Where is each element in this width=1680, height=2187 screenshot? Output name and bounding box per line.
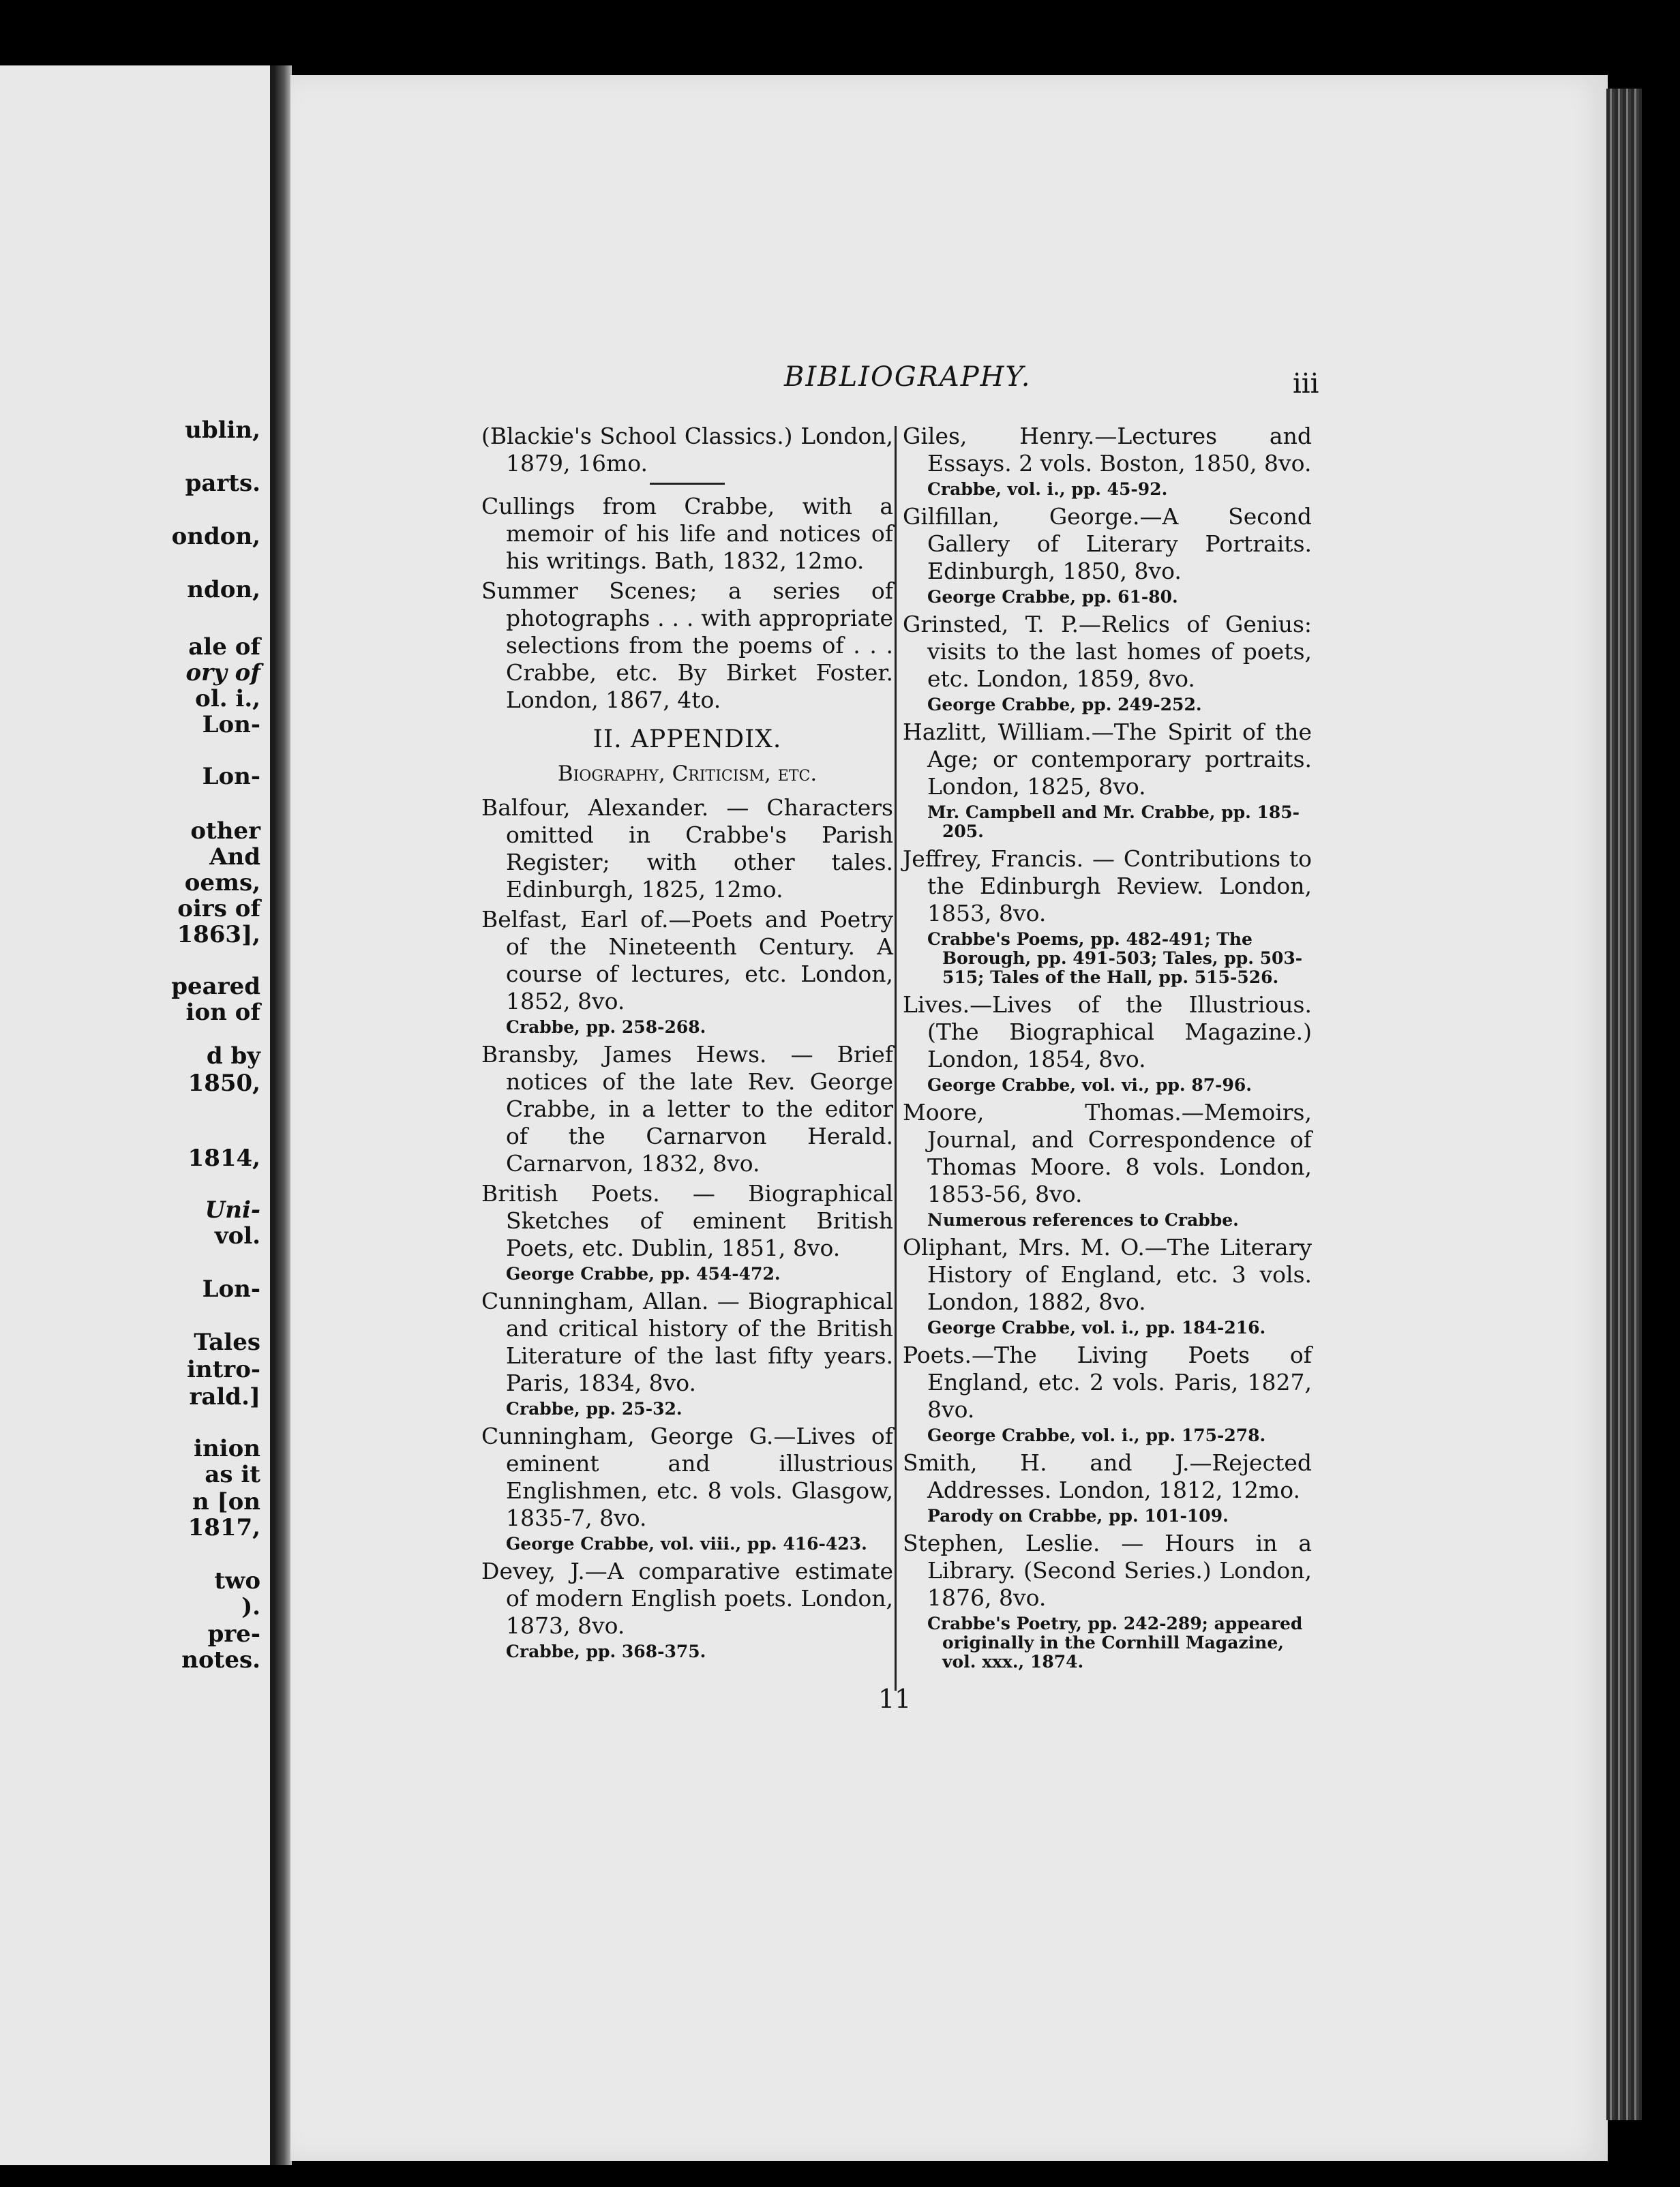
bibliography-entry: Oliphant, Mrs. M. O.—The Literary History of England, etc. 3 vols. London, 1882, 8vo. — [903, 1234, 1312, 1315]
bibliography-entry: Belfast, Earl of.—Poets and Poetry of the Nineteenth Century. A course of lectures, etc. London, 1852, 8vo. — [481, 906, 893, 1014]
left-page-fragment: n [on — [192, 1488, 260, 1515]
left-column — [481, 423, 893, 1665]
running-title: BIBLIOGRAPHY. — [784, 361, 1032, 393]
left-page-fragment: oirs of — [177, 895, 260, 922]
left-page-fragment: pre- — [207, 1620, 260, 1648]
entry-note: George Crabbe, vol. i., pp. 175-278. — [927, 1426, 1266, 1445]
left-page-fragment: as it — [205, 1461, 260, 1488]
entry-note: George Crabbe, vol. i., pp. 184-216. — [927, 1318, 1266, 1338]
bibliography-entry: Giles, Henry.—Lectures and Essays. 2 vols. Boston, 1850, 8vo. — [903, 423, 1312, 477]
bibliography-entry: Jeffrey, Francis. — Contributions to the Edinburgh Review. London, 1853, 8vo. — [903, 845, 1312, 926]
entry-note: Mr. Campbell and Mr. Crabbe, pp. 185-205. — [927, 802, 1300, 841]
right-column — [903, 423, 1312, 1676]
left-page-fragment: 1814, — [188, 1145, 260, 1172]
entry-note: Crabbe, pp. 368-375. — [506, 1642, 706, 1661]
left-page-fragment: ndon, — [187, 576, 260, 603]
signature-mark: 11 — [878, 1684, 912, 1714]
left-page-fragment: ondon, — [171, 523, 260, 550]
bibliography-entry: Grinsted, T. P.—Relics of Genius: visits to the last homes of poets, etc. London, 1859, 8vo. — [903, 611, 1312, 692]
left-page — [0, 65, 274, 2165]
left-page-fragment: Lon- — [202, 763, 260, 790]
bibliography-entry: Hazlitt, William.—The Spirit of the Age; or contemporary portraits. London, 1825, 8vo. — [903, 719, 1312, 800]
bibliography-entry: Stephen, Leslie. — Hours in a Library. (Second Series.) London, 1876, 8vo. — [903, 1530, 1312, 1611]
bibliography-entry: Cunningham, Allan. — Biographical and critical history of the British Literature of the last fifty years. Paris, 1834, 8vo. — [481, 1288, 893, 1396]
entry-note: Crabbe, pp. 25-32. — [506, 1399, 682, 1419]
left-page-fragment: oems, — [184, 869, 260, 896]
left-page-fragment: notes. — [181, 1646, 260, 1674]
left-page-fragment: intro- — [186, 1356, 260, 1383]
left-page-fragment: inion — [194, 1435, 260, 1462]
left-page-fragment: ory of — [185, 659, 260, 687]
entry-note: Numerous references to Crabbe. — [927, 1210, 1239, 1230]
bibliography-entry: Smith, H. and J.—Rejected Addresses. London, 1812, 12mo. — [903, 1449, 1312, 1503]
left-page-fragment: ale of — [188, 633, 260, 661]
bibliography-entry: British Poets. — Biographical Sketches of eminent British Poets, etc. Dublin, 1851, 8vo. — [481, 1180, 893, 1261]
continuation-entry: (Blackie's School Classics.) London, 1879, 16mo. — [481, 423, 893, 477]
entries-before-appendix — [481, 493, 893, 714]
book-gutter — [274, 65, 292, 2165]
page-edges — [1606, 89, 1642, 2120]
entry-note: Crabbe's Poetry, pp. 242-289; appeared originally in the Cornhill Magazine, vol. xxx., 1874. — [927, 1614, 1303, 1672]
bibliography-entry: Moore, Thomas.—Memoirs, Journal, and Correspondence of Thomas Moore. 8 vols. London, 1853-56, 8vo. — [903, 1099, 1312, 1207]
entry-note: Crabbe's Poems, pp. 482-491; The Borough, pp. 491-503; Tales, pp. 503-515; Tales of the Hall, pp. 515-526. — [927, 929, 1303, 987]
right-entries — [903, 423, 1312, 1672]
bibliography-entry: Gilfillan, George.—A Second Gallery of Literary Portraits. Edinburgh, 1850, 8vo. — [903, 503, 1312, 584]
bibliography-entry: Summer Scenes; a series of photographs . . . with appropriate selections from the poems of . . . Crabbe, etc. By Birket Foster. London, 1867, 4to. — [481, 577, 893, 713]
left-page-fragment: ublin, — [185, 417, 260, 444]
section-subtitle: Biography, Criticism, etc. — [557, 761, 817, 786]
left-page-text-fragments — [0, 65, 270, 2165]
entry-note: Crabbe, vol. i., pp. 45-92. — [927, 479, 1168, 499]
entry-note: George Crabbe, vol. viii., pp. 416-423. — [506, 1534, 867, 1554]
bibliography-entry: Devey, J.—A comparative estimate of modern English poets. London, 1873, 8vo. — [481, 1558, 893, 1639]
entry-note: George Crabbe, pp. 61-80. — [927, 587, 1178, 607]
left-page-fragment: Lon- — [202, 1276, 260, 1303]
left-page-fragment: peared — [171, 973, 260, 1000]
left-page-fragment: Uni- — [205, 1196, 260, 1224]
appendix-entries — [481, 794, 893, 1661]
left-page-fragment: 1850, — [188, 1070, 260, 1097]
left-page-fragment: And — [209, 843, 260, 871]
left-page-fragment: ion of — [185, 999, 260, 1026]
left-page-fragment: parts. — [185, 470, 260, 497]
bibliography-entry: Cunningham, George G.—Lives of eminent and illustrious Englishmen, etc. 8 vols. Glasgow, 1835-7, 8vo. — [481, 1423, 893, 1531]
bibliography-entry: Cullings from Crabbe, with a memoir of his life and notices of his writings. Bath, 1832, 12mo. — [481, 493, 893, 574]
page-number: iii — [1293, 368, 1319, 399]
left-page-fragment: Tales — [194, 1329, 260, 1356]
section-title: II. APPENDIX. — [592, 725, 782, 753]
left-page-fragment: ol. i., — [195, 685, 260, 712]
column-divider — [895, 426, 897, 1691]
left-page-fragment: Lon- — [202, 711, 260, 738]
left-page-fragment: two — [214, 1567, 260, 1595]
left-page-fragment: ). — [241, 1593, 260, 1620]
bibliography-entry: Balfour, Alexander. — Characters omitted in Crabbe's Parish Register; with other tales. Edinburgh, 1825, 12mo. — [481, 794, 893, 903]
short-rule — [650, 483, 725, 485]
entry-note: Parody on Crabbe, pp. 101-109. — [927, 1506, 1229, 1526]
entry-note: Crabbe, pp. 258-268. — [506, 1017, 706, 1037]
left-page-fragment: 1863], — [177, 921, 260, 948]
bibliography-entry: Poets.—The Living Poets of England, etc. 2 vols. Paris, 1827, 8vo. — [903, 1342, 1312, 1423]
bibliography-entry: Lives.—Lives of the Illustrious. (The Biographical Magazine.) London, 1854, 8vo. — [903, 991, 1312, 1072]
bibliography-entry: Bransby, James Hews. — Brief notices of the late Rev. George Crabbe, in a letter to the editor of the Carnarvon Herald. Carnarvon, 1832, 8vo. — [481, 1041, 893, 1177]
entry-note: George Crabbe, pp. 249-252. — [927, 695, 1202, 714]
entry-note: George Crabbe, pp. 454-472. — [506, 1264, 781, 1284]
left-page-fragment: other — [190, 817, 260, 845]
left-page-fragment: 1817, — [188, 1514, 260, 1541]
left-page-fragment: vol. — [214, 1222, 260, 1250]
left-page-fragment: d by — [206, 1042, 260, 1070]
entry-note: George Crabbe, vol. vi., pp. 87-96. — [927, 1075, 1252, 1095]
left-page-fragment: rald.] — [189, 1383, 260, 1411]
